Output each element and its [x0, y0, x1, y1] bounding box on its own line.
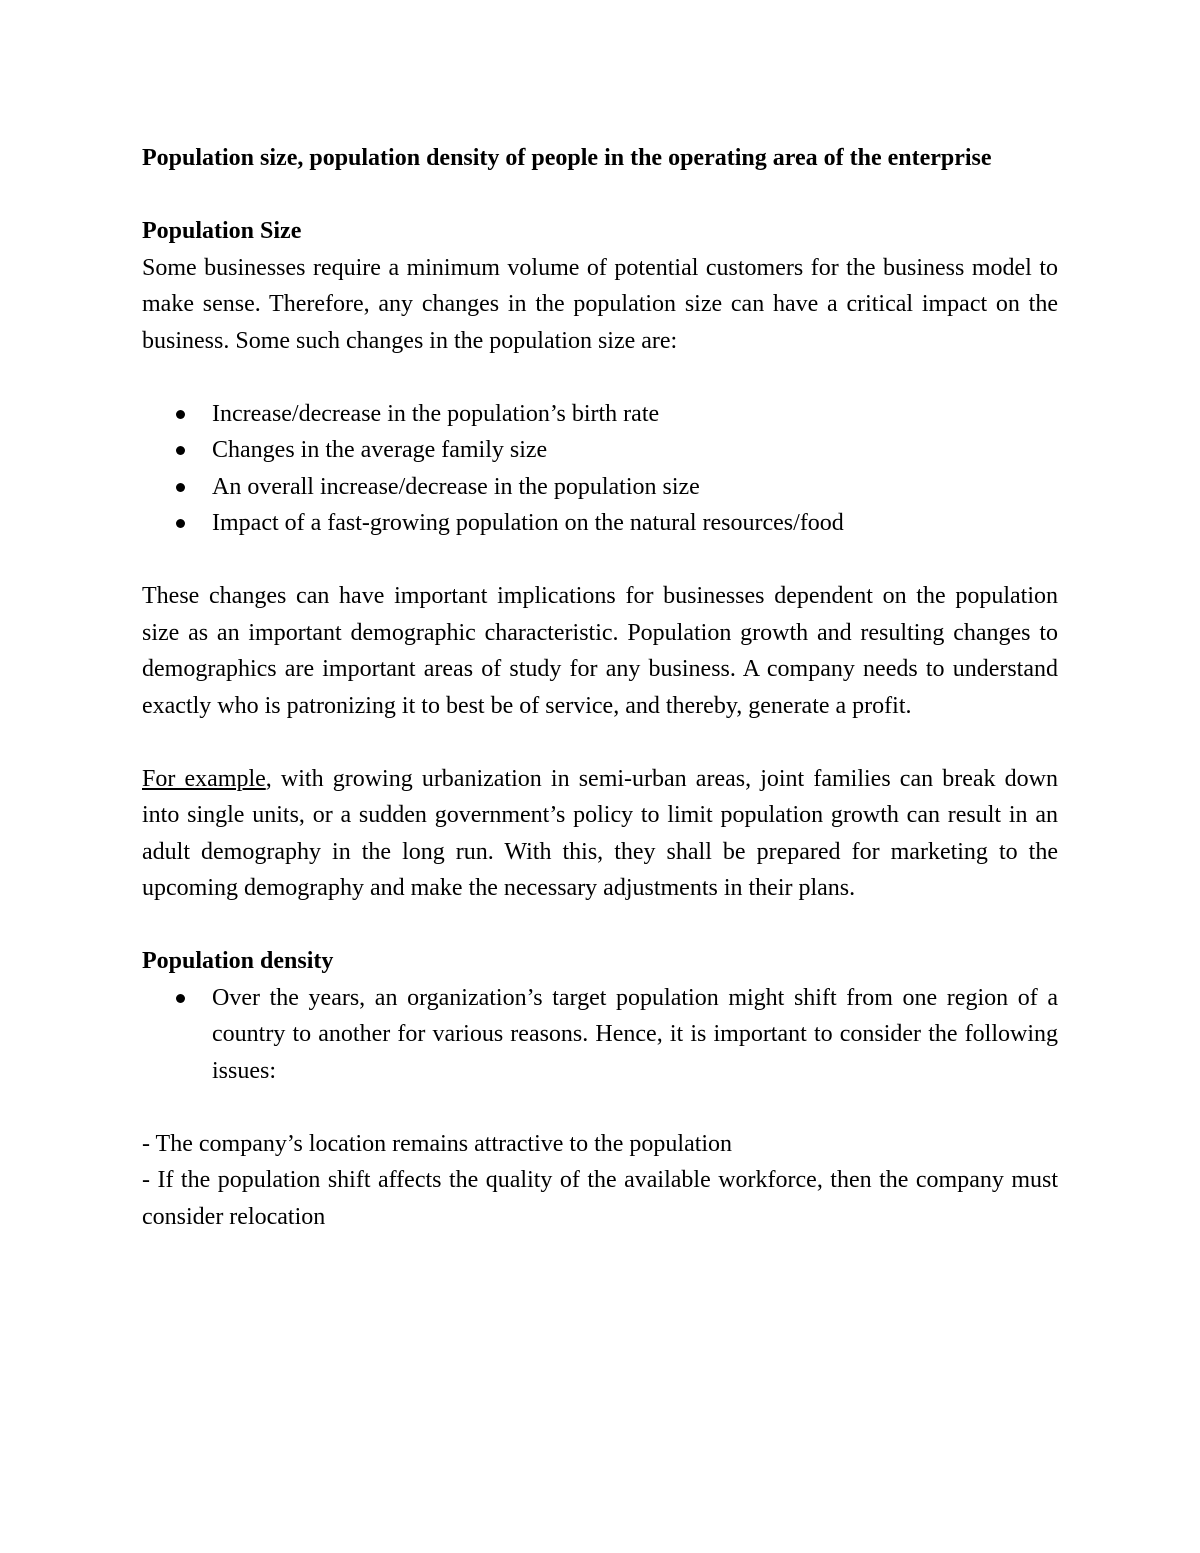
- spacer: [142, 1089, 1058, 1126]
- bullet-icon: [176, 446, 185, 455]
- list-item-text: An overall increase/decrease in the population size: [212, 473, 700, 500]
- population-size-intro: Some businesses require a minimum volume of potential customers for the business model to make sense. Therefore, any changes in the population size can have a critical impact on the business. Some such changes in the population size are:: [142, 254, 1058, 354]
- spacer: [142, 907, 1058, 944]
- spacer: [142, 177, 1058, 214]
- spacer: [142, 359, 1058, 396]
- dash-item: - The company’s location remains attractive to the population: [142, 1130, 733, 1157]
- bullet-icon: [176, 994, 185, 1003]
- list-item: [142, 505, 1058, 542]
- example-paragraph: [142, 761, 1058, 907]
- spacer: [142, 542, 1058, 579]
- bullet-icon: [176, 519, 185, 528]
- document-page: [142, 140, 1058, 1235]
- population-size-changes-list: [142, 396, 1058, 542]
- section-heading-population-density: Population density: [142, 948, 334, 974]
- implications-paragraph: These changes can have important implications for businesses dependent on the population size as an important demographic characteristic. Population growth and resulting changes to demographics are important areas of study for any business. A company needs to understand exactly who is patronizing it to best be of service, and thereby, generate a profit.: [142, 583, 1058, 719]
- list-item-text: Increase/decrease in the population’s birth rate: [212, 400, 660, 427]
- list-item: [142, 469, 1058, 506]
- list-item: [142, 396, 1058, 433]
- list-item: [142, 980, 1058, 1090]
- example-text: , with growing urbanization in semi-urban areas, joint families can break down into single units, or a sudden government’s policy to limit population growth can result in an adult demography in the long run. With this, they shall be prepared for marketing to the upcoming demography and make the necessary adjustments in their plans.: [142, 765, 1058, 901]
- list-item-text: Over the years, an organization’s target population might shift from one region of a country to another for various reasons. Hence, it is important to consider the following issues:: [212, 984, 1058, 1084]
- document-title: Population size, population density of people in the operating area of the enterprise: [142, 145, 992, 171]
- section-heading-population-size: Population Size: [142, 218, 302, 244]
- dash-item: - If the population shift affects the quality of the available workforce, then the company must consider relocation: [142, 1167, 1058, 1230]
- spacer: [142, 724, 1058, 761]
- bullet-icon: [176, 410, 185, 419]
- list-item-text: Impact of a fast-growing population on the natural resources/food: [212, 510, 844, 536]
- list-item-text: Changes in the average family size: [212, 437, 548, 463]
- example-label: For example: [142, 765, 266, 792]
- list-item: [142, 432, 1058, 469]
- population-density-list: [142, 980, 1058, 1090]
- bullet-icon: [176, 483, 185, 492]
